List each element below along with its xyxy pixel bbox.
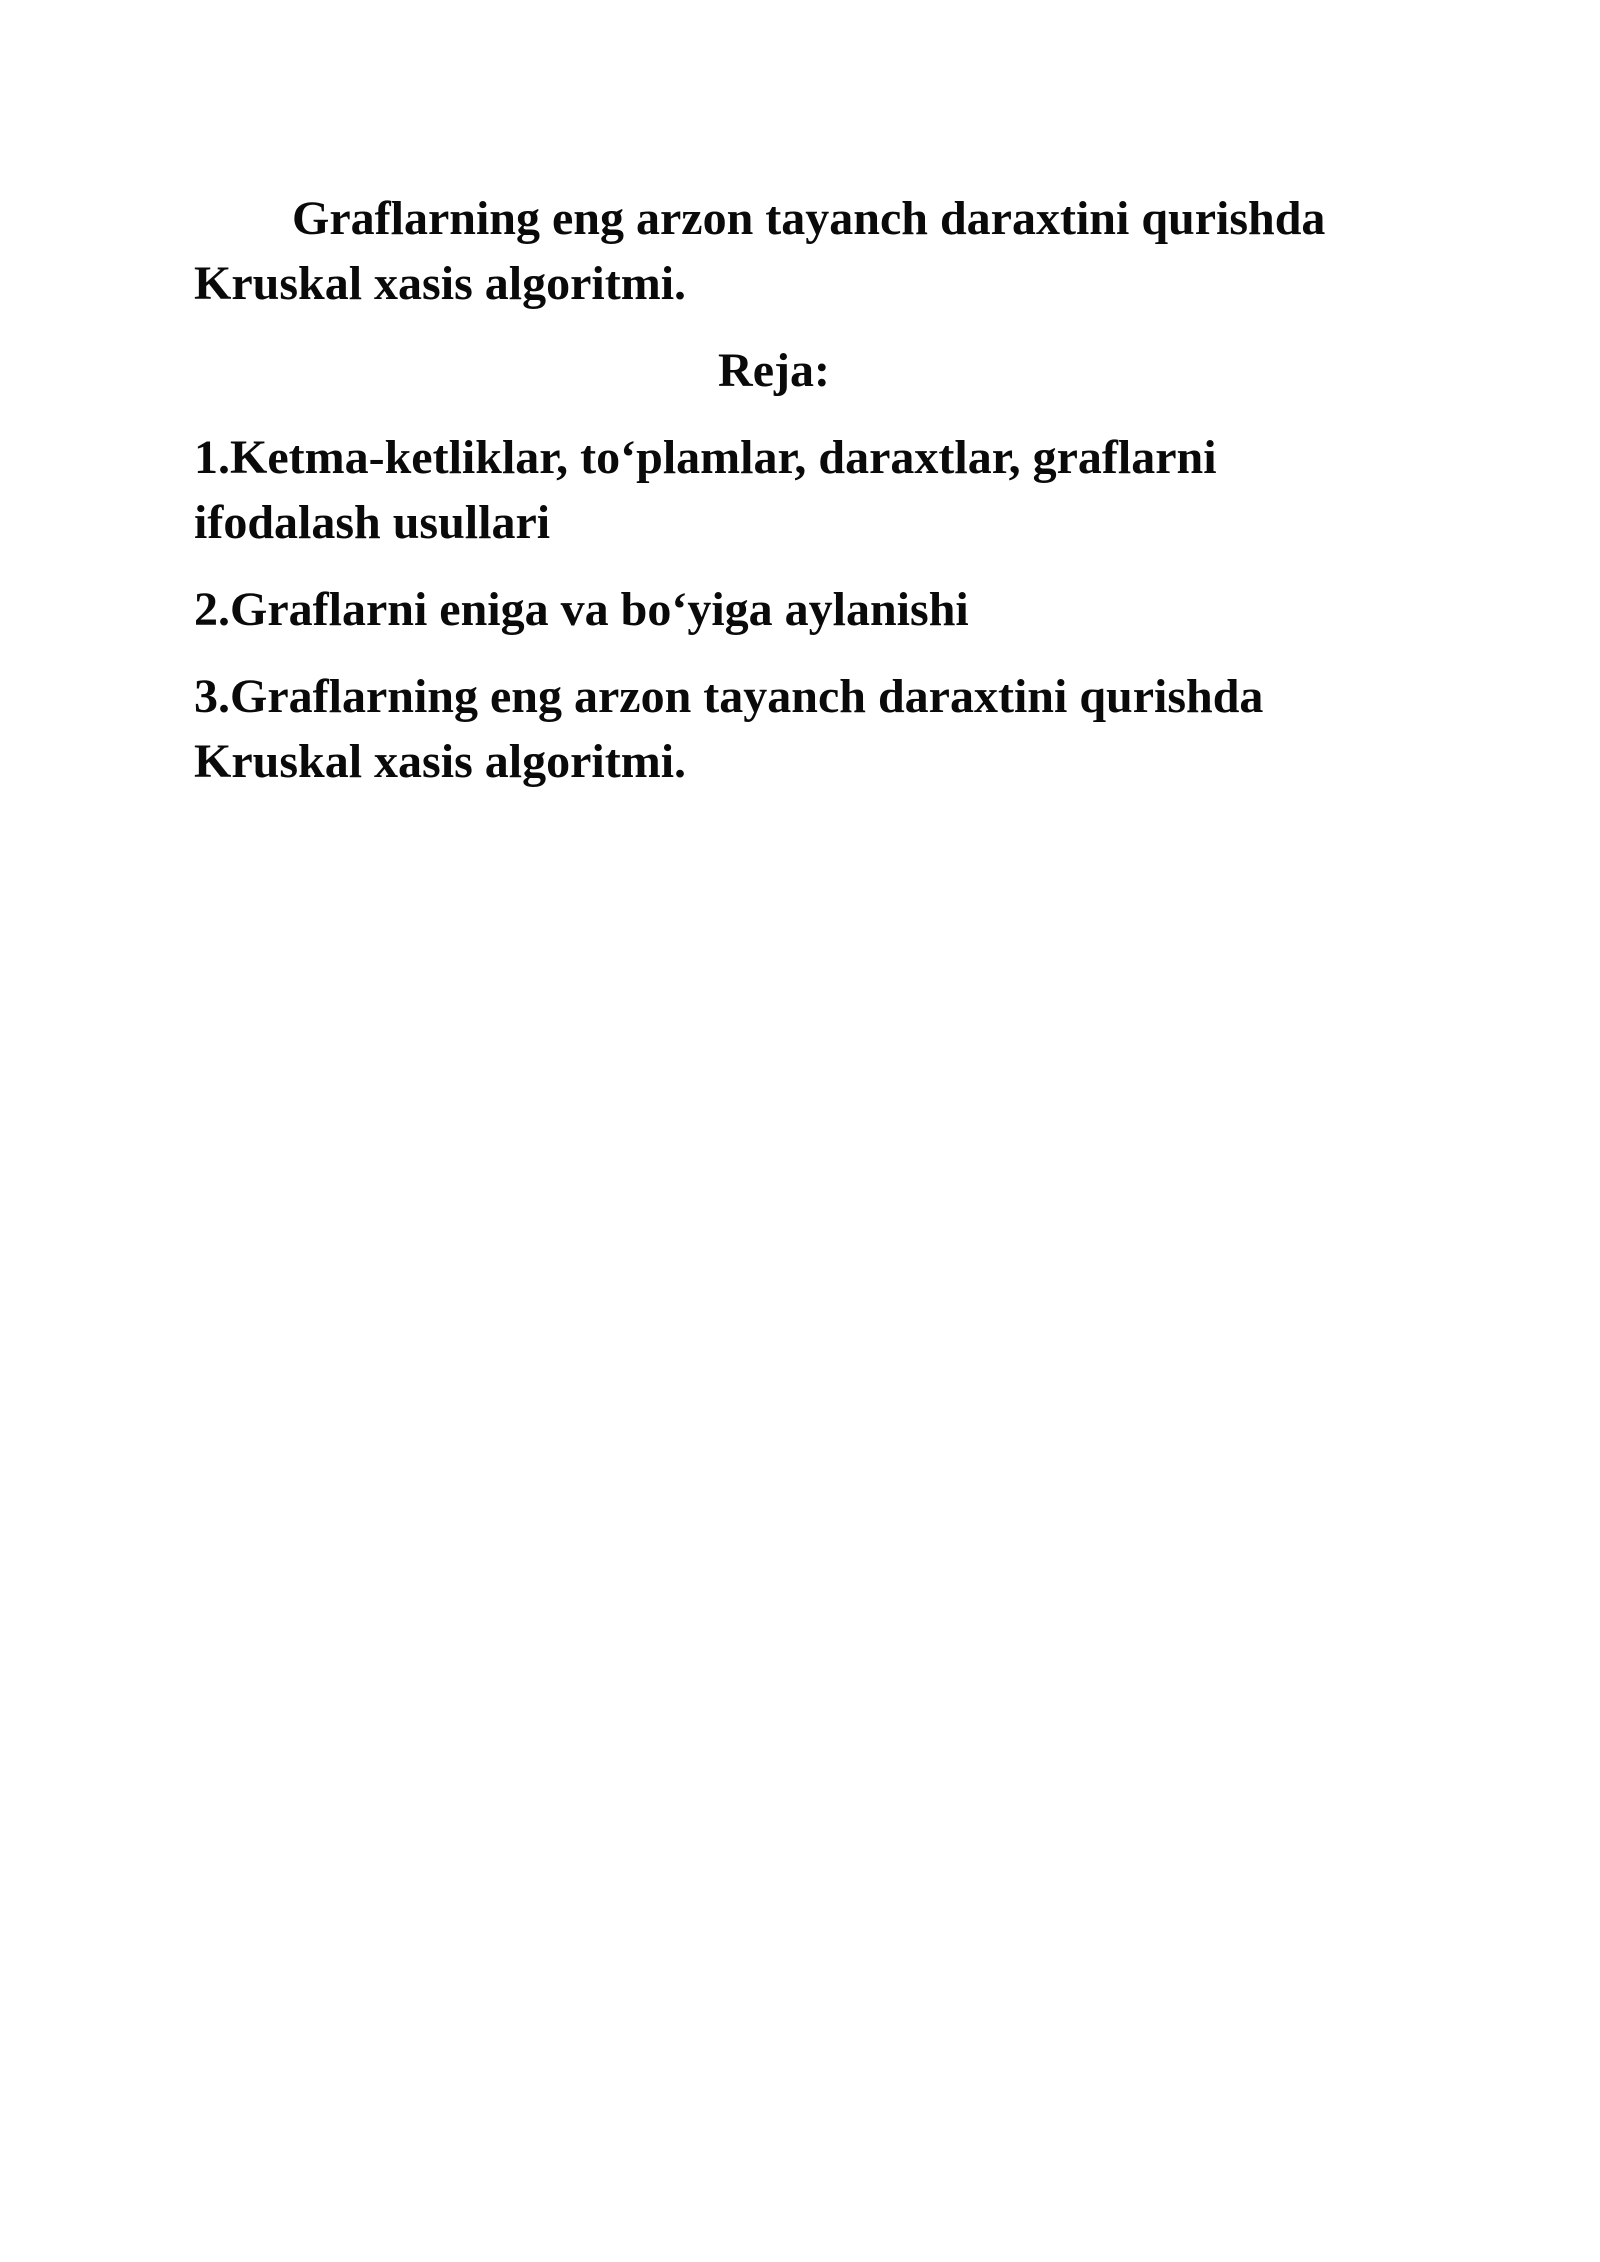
plan-list: [194, 425, 1354, 794]
plan-item-2: 2.Graflarni eniga va bo‘yiga aylanishi: [194, 583, 969, 636]
plan-item-1: 1.Ketma-ketliklar, to‘plamlar, daraxtlar, graflarni ifodalash usullari: [194, 431, 1217, 549]
document-body: [194, 186, 1354, 816]
plan-heading: Reja:: [718, 344, 830, 397]
document-title: Graflarning eng arzon tayanch daraxtini qurishda Kruskal xasis algoritmi.: [194, 192, 1326, 310]
plan-item-3: 3.Graflarning eng arzon tayanch daraxtini qurishda Kruskal xasis algoritmi.: [194, 670, 1264, 788]
